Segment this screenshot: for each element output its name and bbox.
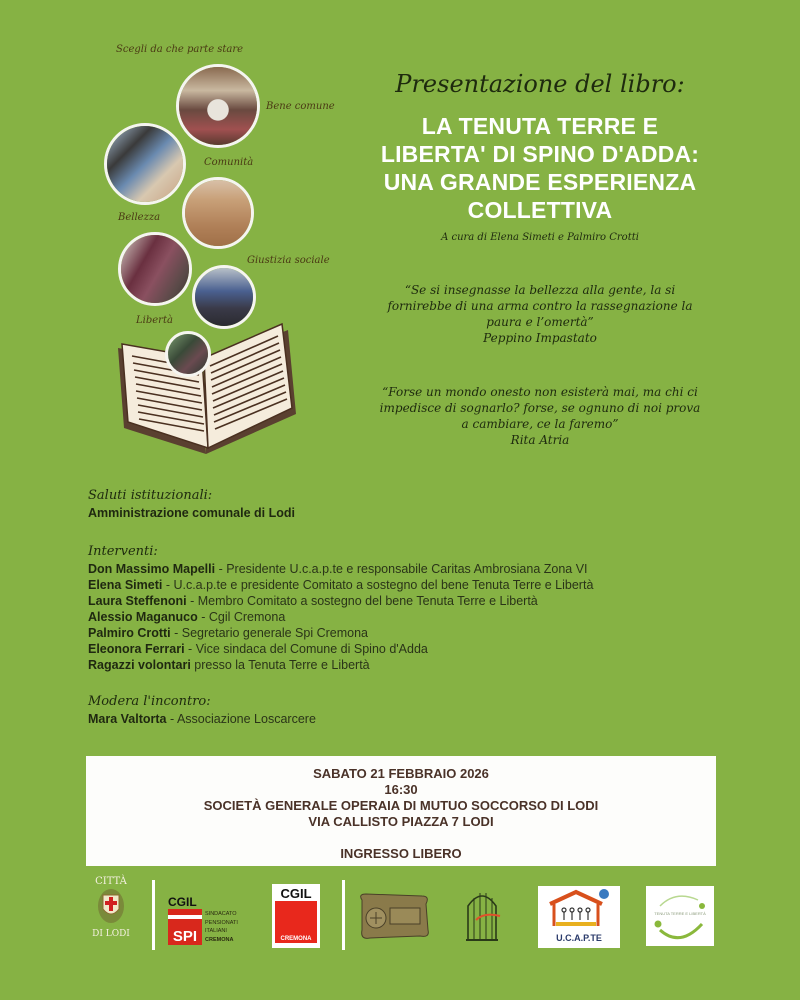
quote-line: a cambiare, ce la faremo” — [461, 417, 619, 431]
quote-impastato — [350, 282, 730, 346]
speaker-sep: - — [162, 578, 174, 592]
logo-text: TENUTA TERRE E LIBERTÀ — [654, 911, 706, 916]
house-figures-icon — [544, 886, 614, 928]
book-title-line: LA TENUTA TERRE E — [421, 113, 659, 139]
logo-text: CITTÀ — [95, 876, 127, 887]
field-work-photo — [182, 177, 254, 249]
logo-text: U.C.A.P.TE — [556, 933, 602, 943]
greeting-name: Amministrazione comunale di Lodi — [88, 506, 295, 520]
logo-divider — [342, 880, 345, 950]
quote-line: impedisce di sognarlo? forse, se ognuno di noi prova — [379, 401, 701, 415]
presentation-label: Presentazione del libro: — [395, 70, 685, 98]
logo-divider — [152, 880, 155, 950]
talk-photo — [165, 331, 211, 377]
spi-badge: SPI — [168, 909, 202, 945]
speaker-row — [88, 594, 538, 608]
speaker-name: Ragazzi volontari — [88, 658, 191, 672]
quote-line: fornirebbe di una arma contro la rassegnazione la — [387, 299, 693, 313]
citta-di-lodi-logo — [86, 876, 136, 948]
curators: A cura di Elena Simeti e Palmiro Crotti — [441, 232, 639, 243]
tagline-giustizia-sociale: Giustizia sociale — [247, 255, 330, 266]
greetings-line — [88, 506, 295, 520]
moderator-row — [88, 712, 316, 726]
open-book-icon — [110, 318, 310, 460]
speaker-role: U.c.a.p.te e presidente Comitato a sostegno del bene Tenuta Terre e Libertà — [173, 578, 594, 592]
speaker-row — [88, 658, 370, 672]
book-title — [340, 112, 740, 224]
tagline-comunita: Comunità — [204, 157, 254, 168]
speaker-role: Presidente U.c.a.p.te e responsabile Caritas Ambrosiana Zona VI — [226, 562, 588, 576]
speaker-row — [88, 642, 428, 656]
quote-author: Rita Atria — [510, 433, 570, 447]
event-time: 16:30 — [384, 782, 418, 797]
speakers-label: Interventi: — [88, 544, 158, 559]
greetings-label: Saluti istituzionali: — [88, 488, 213, 503]
logo-text: PENSIONATI — [205, 919, 238, 926]
quote-author: Peppino Impastato — [483, 331, 597, 345]
logo-text: SINDACATO — [205, 911, 237, 917]
moderator-sep: - — [166, 712, 177, 726]
terre-liberta-circle-icon — [646, 886, 714, 946]
speaker-row — [88, 562, 588, 576]
logo-text: ITALIANI — [205, 928, 227, 934]
quote-line: “Forse un mondo onesto non esisterà mai, ma chi ci — [382, 385, 698, 399]
speaker-sep: - — [184, 642, 196, 656]
logo-text: CREMONA — [205, 936, 234, 943]
speaker-name: Don Massimo Mapelli — [88, 562, 216, 576]
speaker-role: Membro Comitato a sostegno del bene Tenuta Terre e Libertà — [197, 594, 538, 608]
quote-line: paura e l’omertà” — [486, 315, 594, 329]
speaker-name: Elena Simeti — [88, 578, 163, 592]
speaker-role: Cgil Cremona — [208, 610, 286, 624]
cgil-cremona-logo — [272, 884, 320, 948]
speaker-sep: - — [170, 626, 182, 640]
mutuo-soccorso-logo — [356, 890, 432, 942]
event-admission: INGRESSO LIBERO — [340, 846, 462, 861]
cgil-spi-logo — [168, 896, 248, 948]
moderator-role: Associazione Loscarcere — [176, 712, 316, 726]
speaker-name: Palmiro Crotti — [88, 626, 171, 640]
speaker-sep: - — [186, 594, 198, 608]
speaker-sep: - — [197, 610, 209, 624]
moderator-name: Mara Valtorta — [88, 712, 167, 726]
cooking-photo — [104, 123, 186, 205]
event-date: SABATO 21 FEBBRAIO 2026 — [313, 766, 489, 781]
tagline-scegli: Scegli da che parte stare — [116, 44, 244, 55]
book-title-line: COLLETTIVA — [467, 197, 613, 223]
tagline-bene-comune: Bene comune — [266, 101, 335, 112]
speaker-role: Segretario generale Spi Cremona — [181, 626, 368, 640]
quote-atria — [350, 384, 730, 448]
speaker-name: Alessio Maganuco — [88, 610, 198, 624]
tagline-bellezza: Bellezza — [118, 212, 161, 223]
logo-text: CREMONA — [280, 936, 312, 942]
assembly-photo — [176, 64, 260, 148]
tenuta-terre-liberta-logo — [646, 886, 714, 946]
speaker-name: Laura Steffenoni — [88, 594, 187, 608]
speaker-sep: - — [215, 562, 227, 576]
speaker-role: presso la Tenuta Terre e Libertà — [194, 658, 370, 672]
logo-text: CGIL — [168, 895, 197, 909]
speaker-row — [88, 610, 285, 624]
event-venue: SOCIETÀ GENERALE OPERAIA DI MUTUO SOCCORSO DI LODI — [203, 798, 599, 813]
speaker-row — [88, 626, 368, 640]
event-address: VIA CALLISTO PIAZZA 7 LODI — [308, 814, 494, 829]
volunteers-photo — [118, 232, 192, 306]
lodi-crest-icon — [96, 887, 126, 925]
tagline-liberta: Libertà — [136, 315, 173, 326]
loscarcere-logo — [462, 884, 502, 946]
speaker-row — [88, 578, 593, 592]
speaker-role: Vice sindaca del Comune di Spino d'Adda — [195, 642, 428, 656]
ucapte-logo — [538, 886, 620, 948]
book-title-line: LIBERTA' DI SPINO D'ADDA: — [380, 141, 700, 167]
event-info-box — [86, 756, 716, 866]
logo-text: CGIL — [280, 886, 312, 901]
quote-line: “Se si insegnasse la bellezza alla gente, la si — [404, 283, 676, 297]
moderator-label: Modera l'incontro: — [88, 694, 211, 709]
logo-text: DI LODI — [92, 929, 130, 939]
book-title-line: UNA GRANDE ESPERIENZA — [383, 169, 697, 195]
speaker-name: Eleonora Ferrari — [88, 642, 185, 656]
